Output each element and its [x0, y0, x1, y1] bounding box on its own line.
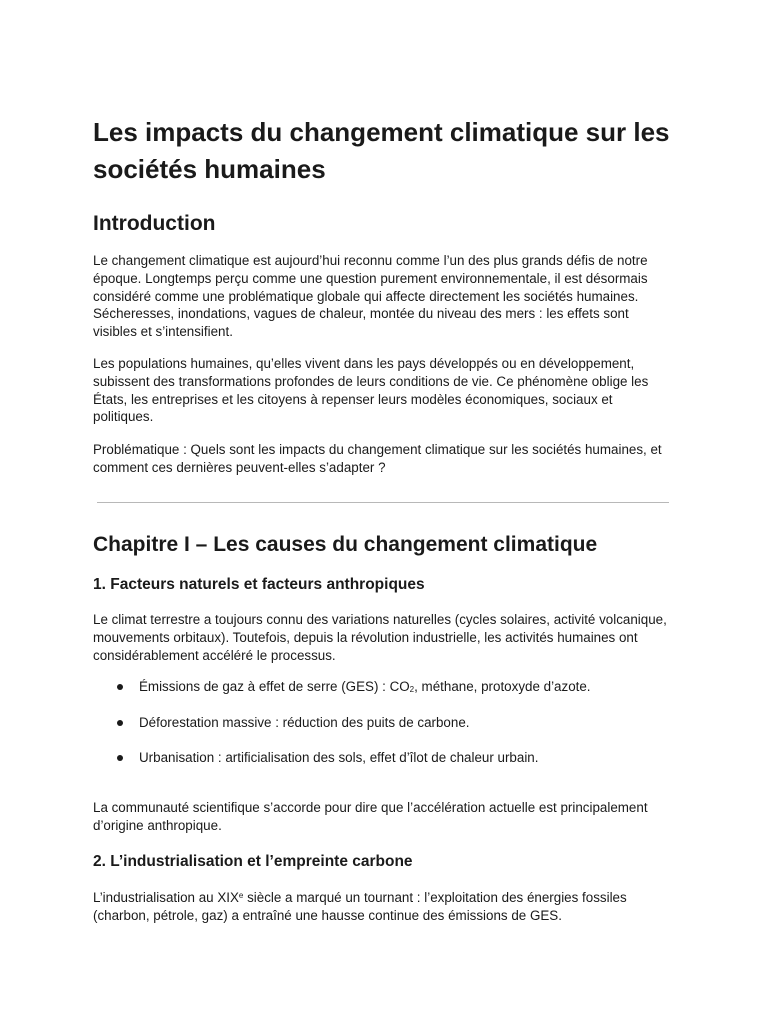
introduction-heading: Introduction: [93, 212, 216, 235]
section-divider: [97, 502, 669, 503]
bullet-text-1b: , méthane, protoxyde d’azote.: [414, 679, 591, 694]
bullet-text-3: Urbanisation : artificialisation des sols, effet d’îlot de chaleur urbain.: [139, 750, 539, 765]
chapter-1-heading: Chapitre I – Les causes du changement climatique: [93, 533, 598, 556]
section-1-conclusion: La communauté scientifique s’accorde pour dire que l’accélération actuelle est principalement d’origine anthropique.: [93, 800, 648, 833]
section-2-paragraph: [93, 887, 671, 925]
list-item: [93, 678, 671, 714]
bullet-icon: [117, 755, 123, 761]
list-item: [93, 714, 671, 750]
section-1-intro: Le climat terrestre a toujours connu des variations naturelles (cycles solaires, activité volcanique, mouvements orbitaux). Toutefois, depuis la révolution industrielle, les activités humaines ont considérablement accéléré le processus.: [93, 612, 667, 663]
section-2-heading: 2. L’industrialisation et l’empreinte carbone: [93, 853, 413, 870]
bullet-icon: [117, 720, 123, 726]
subscript-2: 2: [409, 685, 415, 694]
section-1-heading: 1. Facteurs naturels et facteurs anthropiques: [93, 576, 425, 593]
bullet-text-1a: Émissions de gaz à effet de serre (GES) : CO: [139, 679, 410, 694]
problematique-paragraph: Problématique : Quels sont les impacts du changement climatique sur les sociétés humaines, et comment ces dernières peuvent-elles s’adapter ?: [93, 442, 662, 475]
intro-paragraph-2: Les populations humaines, qu’elles vivent dans les pays développés ou en développement, subissent des transformations profondes de leurs conditions de vie. Ce phénomène oblige les États, les entreprises et les citoyens à repenser leurs modèles économiques, sociaux et politiques.: [93, 356, 649, 425]
list-item: [93, 749, 671, 785]
bullet-icon: [117, 684, 123, 690]
bullet-text-2: Déforestation massive : réduction des puits de carbone.: [139, 714, 470, 730]
intro-paragraph-1: Le changement climatique est aujourd’hui reconnu comme l’un des plus grands défis de notre époque. Longtemps perçu comme une question purement environnementale, il est désormais considéré comme une problématique globale qui affecte directement les sociétés humaines. Sécheresses, inondations, vagues de chaleur, montée du niveau des mers : les effets sont visibles et s’intensifient.: [93, 253, 648, 340]
superscript-e: e: [238, 891, 244, 900]
section-2-text-b: siècle a marqué un tournant : l’exploitation des énergies fossiles (charbon, pétrole, gaz) a entraîné une hausse continue des émissions de GES.: [93, 890, 627, 923]
section-2-text-a: L’industrialisation au XIX: [93, 890, 239, 905]
document-title: Les impacts du changement climatique sur les sociétés humaines: [93, 117, 670, 184]
causes-list: [93, 678, 671, 785]
